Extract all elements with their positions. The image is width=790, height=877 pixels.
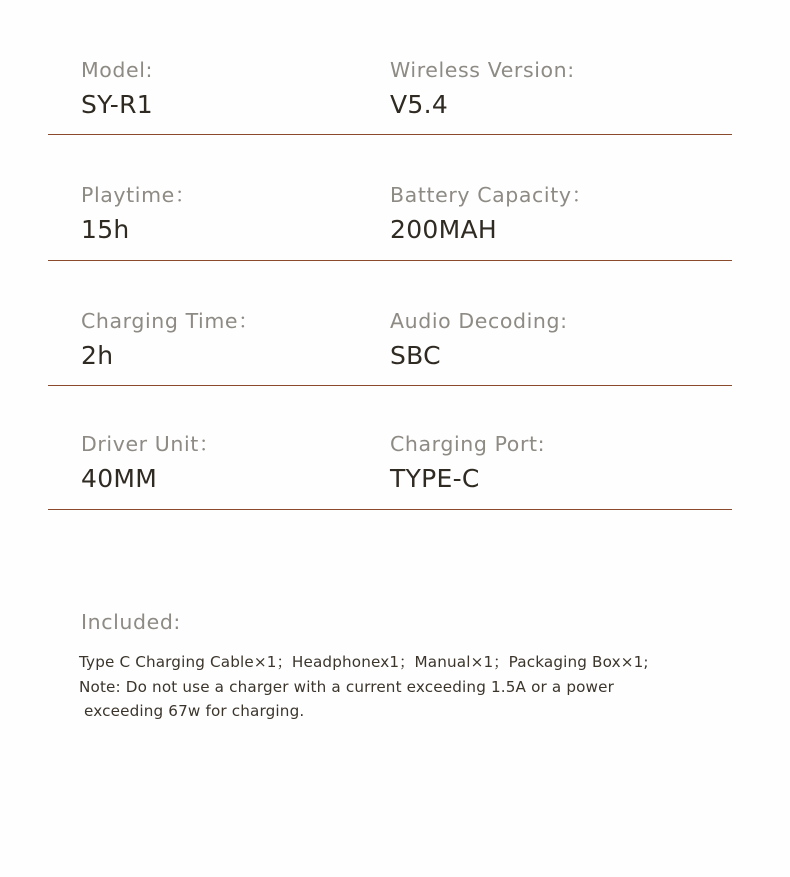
included-note-line-1: Note: Do not use a charger with a current exceeding 1.5A or a power <box>79 677 615 696</box>
spec-cell-battery-capacity <box>378 181 732 249</box>
table-row <box>48 181 732 260</box>
included-items: Type C Charging Cable×1；Headphonex1；Manual×1；Packaging Box×1; <box>79 653 649 671</box>
spec-label: Model: <box>81 58 154 82</box>
table-row <box>48 307 732 386</box>
spec-value: 40MM <box>81 464 158 494</box>
spec-cell-audio-decoding <box>378 307 732 375</box>
spec-value: 200MAH <box>390 215 497 245</box>
row-spacer <box>48 261 732 307</box>
spec-value: V5.4 <box>390 89 449 119</box>
spec-label: Driver Unit： <box>81 432 221 457</box>
included-title: Included: <box>81 610 181 634</box>
spec-cell-driver-unit <box>48 430 378 498</box>
specification-table <box>48 40 732 510</box>
spec-cell-playtime <box>48 181 378 249</box>
row-spacer <box>48 135 732 181</box>
spec-cell-model <box>48 56 378 124</box>
included-note-line-2: exceeding 67w for charging. <box>84 702 305 721</box>
spec-label: Audio Decoding: <box>390 308 568 333</box>
spec-cell-wireless-version <box>378 56 732 124</box>
spec-value: 15h <box>81 215 130 245</box>
included-section <box>48 610 738 724</box>
spec-value: SBC <box>390 340 441 370</box>
table-row <box>48 40 732 135</box>
spec-value: TYPE-C <box>390 464 480 494</box>
spec-value: 2h <box>81 340 114 370</box>
spec-label: Charging Port: <box>390 432 546 457</box>
spec-label: Battery Capacity： <box>390 183 593 208</box>
spec-cell-charging-port <box>378 430 732 498</box>
spec-cell-charging-time <box>48 307 378 375</box>
row-spacer <box>48 386 732 430</box>
table-row <box>48 430 732 509</box>
spec-label: Playtime： <box>81 183 196 208</box>
spec-label: Wireless Version: <box>390 58 575 82</box>
spec-label: Charging Time： <box>81 308 260 333</box>
spec-value: SY-R1 <box>81 89 153 119</box>
